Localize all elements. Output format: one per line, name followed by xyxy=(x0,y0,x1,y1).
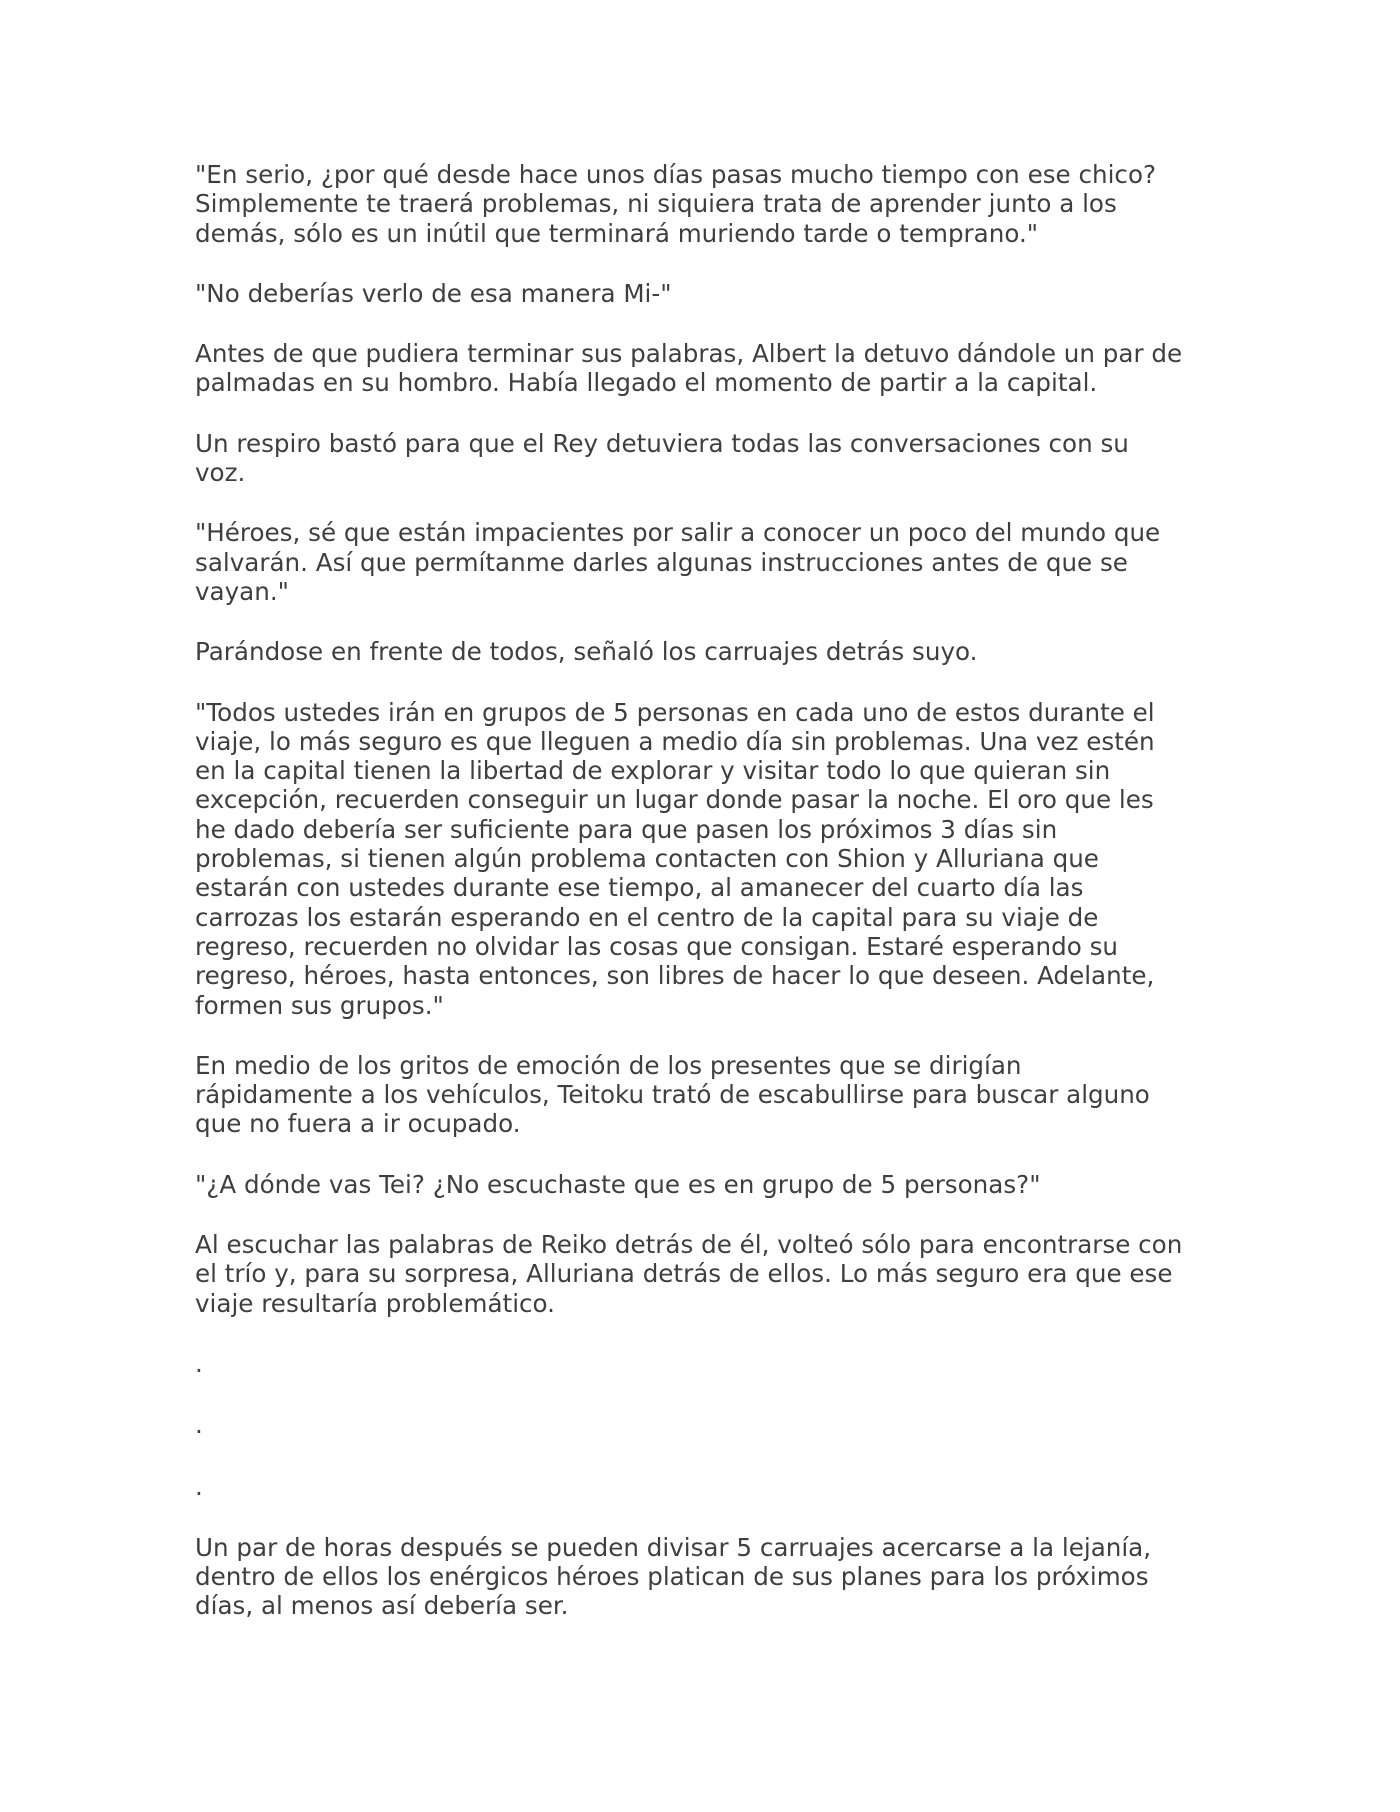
paragraph-8: En medio de los gritos de emoción de los presentes que se dirigían rápidamente a los vehículos, Teitoku trató de escabullirse para buscar alguno que no fuera a ir ocupado. xyxy=(195,1050,1150,1139)
paragraph-1: "En serio, ¿por qué desde hace unos días pasas mucho tiempo con ese chico? Simplemente te traerá problemas, ni siquiera trata de aprender junto a los demás, sólo es un inútil que terminará muriendo tarde o temprano." xyxy=(195,160,1157,248)
paragraph-7: "Todos ustedes irán en grupos de 5 personas en cada uno de estos durante el viaje, lo más seguro es que lleguen a medio día sin problemas. Una vez estén en la capital tienen la libertad de explorar y visitar todo lo que quieran sin excepción, recuerden conseguir un lugar donde pasar la noche. El oro que les he dado debería ser suficiente para que pasen los próximos 3 días sin problemas, si tienen algún problema contacten con Shion y Alluriana que estarán con ustedes durante ese tiempo, al amanecer del cuarto día las carrozas los estarán esperando en el centro de la capital para su viaje de regreso, recuerden no olvidar las cosas que consigan. Estaré esperando su regreso, héroes, hasta entonces, son libres de hacer lo que deseen. Adelante, formen sus grupos." xyxy=(195,697,1155,1020)
scene-break-dot-1: . xyxy=(195,1348,203,1378)
paragraph-9: "¿A dónde vas Tei? ¿No escuchaste que es en grupo de 5 personas?" xyxy=(195,1169,1041,1199)
paragraph-11: Un par de horas después se pueden divisar 5 carruajes acercarse a la lejanía, dentro de ellos los enérgicos héroes platican de sus planes para los próximos días, al menos así debería ser. xyxy=(195,1532,1152,1621)
scene-break-dot-2: . xyxy=(195,1410,203,1440)
paragraph-10: Al escuchar las palabras de Reiko detrás de él, volteó sólo para encontrarse con el trío y, para su sorpresa, Alluriana detrás de ellos. Lo más seguro era que ese viaje resultaría problemático. xyxy=(195,1230,1183,1318)
paragraph-6: Parándose en frente de todos, señaló los carruajes detrás suyo. xyxy=(195,637,978,667)
scene-break-dot-3: . xyxy=(195,1471,203,1501)
paragraph-3: Antes de que pudiera terminar sus palabras, Albert la detuvo dándole un par de palmadas en su hombro. Había llegado el momento de partir a la capital. xyxy=(195,339,1183,398)
paragraph-2: "No deberías verlo de esa manera Mi-" xyxy=(195,278,672,308)
paragraph-4: Un respiro bastó para que el Rey detuviera todas las conversaciones con su voz. xyxy=(195,428,1129,488)
document-page xyxy=(195,160,1215,1652)
paragraph-5: "Héroes, sé que están impacientes por salir a conocer un poco del mundo que salvarán. Así que permítanme darles algunas instrucciones antes de que se vayan." xyxy=(195,518,1161,606)
